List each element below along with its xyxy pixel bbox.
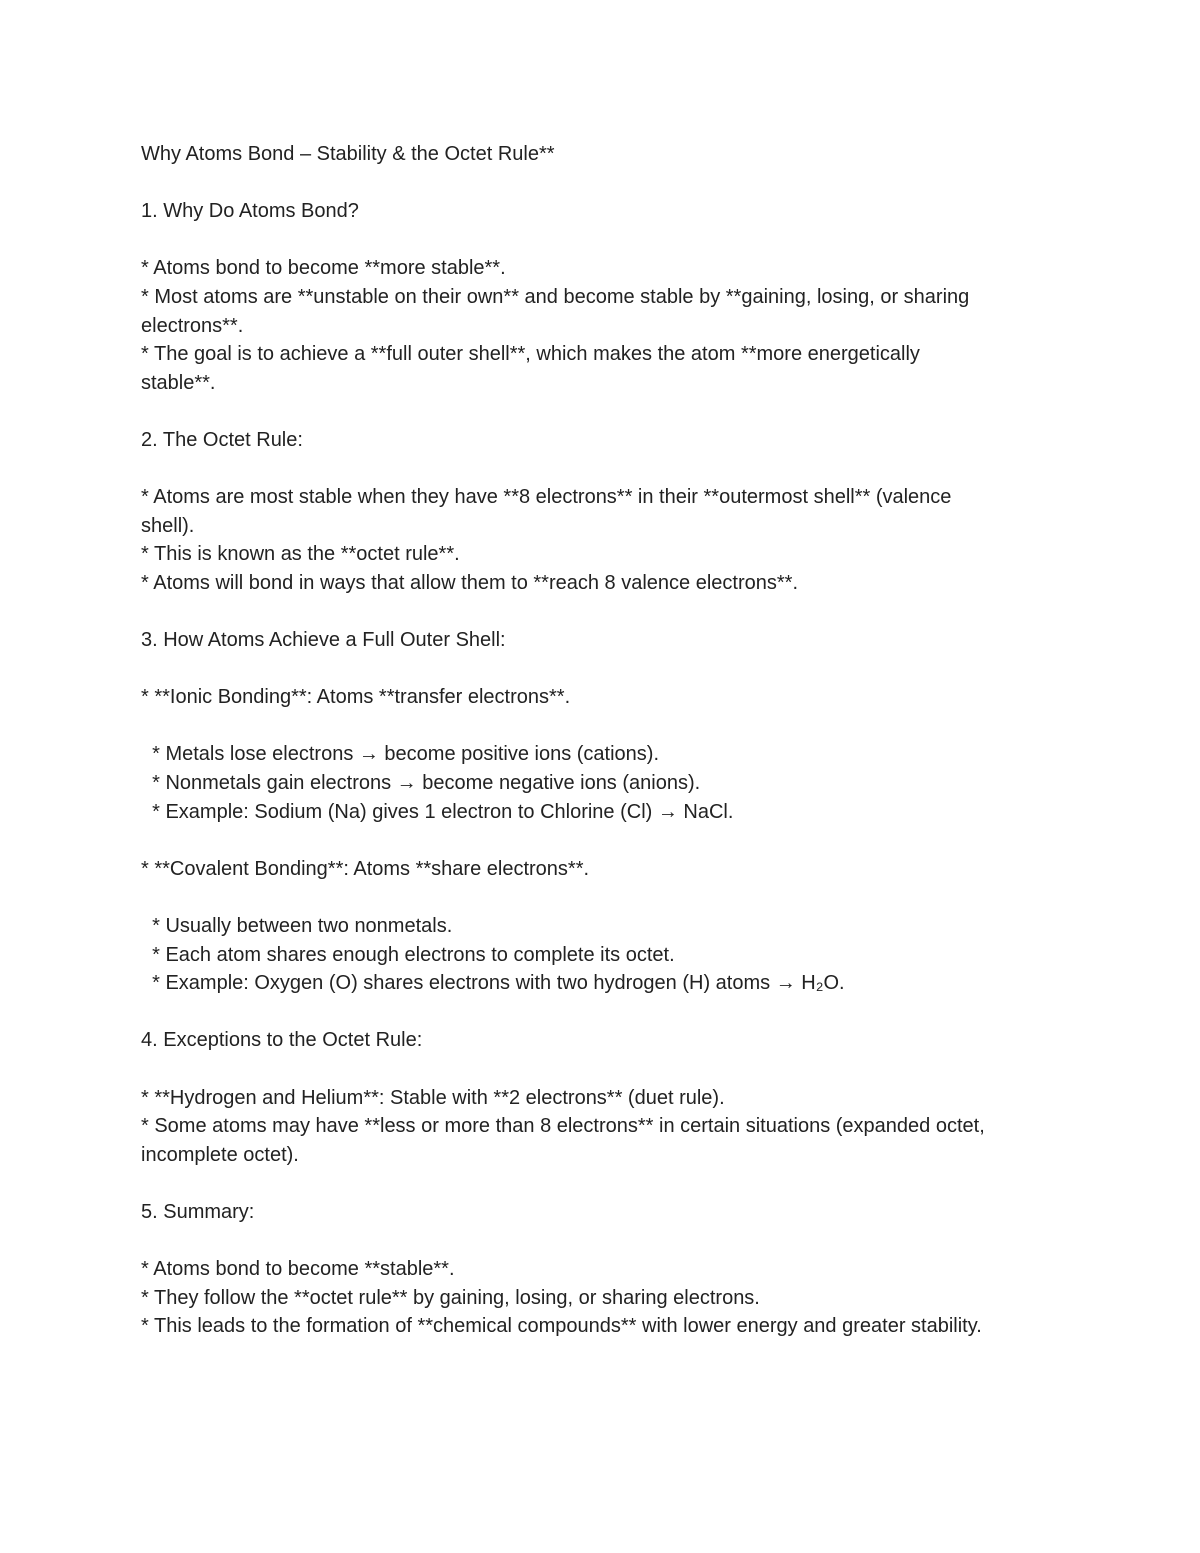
section-4-heading: 4. Exceptions to the Octet Rule: <box>141 1029 423 1052</box>
section-4-item: incomplete octet). <box>141 1143 299 1166</box>
spacer <box>141 826 1071 855</box>
section-1-item: electrons**. <box>141 314 244 337</box>
spacer <box>141 1169 1071 1198</box>
spacer <box>141 226 1071 255</box>
section-1-heading: 1. Why Do Atoms Bond? <box>141 200 359 223</box>
section-4-item: * Some atoms may have **less or more than 8 electrons** in certain situations (expanded octet, <box>141 1115 985 1138</box>
spacer <box>141 712 1071 741</box>
spacer <box>141 598 1071 627</box>
spacer <box>141 397 1071 426</box>
section-1-item: * Most atoms are **unstable on their own** and become stable by **gaining, losing, or sharing <box>141 285 970 308</box>
section-2-item: * Atoms are most stable when they have **8 electrons** in their **outermost shell** (valence <box>141 486 952 509</box>
section-2-item: * Atoms will bond in ways that allow them to **reach 8 valence electrons**. <box>141 571 799 594</box>
spacer <box>141 1227 1071 1256</box>
spacer <box>141 1055 1071 1084</box>
covalent-bonding-item: * Each atom shares enough electrons to complete its octet. <box>141 943 675 966</box>
section-1-item: * The goal is to achieve a **full outer shell**, which makes the atom **more energetically <box>141 343 920 366</box>
section-1-item: * Atoms bond to become **more stable**. <box>141 257 506 280</box>
document-body <box>141 140 1071 1341</box>
section-5-item: * This leads to the formation of **chemical compounds** with lower energy and greater stability. <box>141 1315 982 1338</box>
section-5-item: * They follow the **octet rule** by gaining, losing, or sharing electrons. <box>141 1286 760 1309</box>
spacer <box>141 455 1071 484</box>
section-3-heading: 3. How Atoms Achieve a Full Outer Shell: <box>141 629 506 652</box>
covalent-bonding-label: * **Covalent Bonding**: Atoms **share electrons**. <box>141 857 590 880</box>
spacer <box>141 998 1071 1027</box>
ionic-bonding-item: * Metals lose electrons → become positive ions (cations). <box>141 743 659 766</box>
section-5-heading: 5. Summary: <box>141 1200 255 1223</box>
covalent-bonding-item: * Example: Oxygen (O) shares electrons with two hydrogen (H) atoms → H₂O. <box>141 972 845 995</box>
section-2-item: shell). <box>141 514 195 537</box>
ionic-bonding-item: * Example: Sodium (Na) gives 1 electron to Chlorine (Cl) → NaCl. <box>141 800 734 823</box>
spacer <box>141 655 1071 684</box>
spacer <box>141 883 1071 912</box>
ionic-bonding-item: * Nonmetals gain electrons → become negative ions (anions). <box>141 772 701 795</box>
section-2-item: * This is known as the **octet rule**. <box>141 543 460 566</box>
ionic-bonding-label: * **Ionic Bonding**: Atoms **transfer electrons**. <box>141 686 571 709</box>
covalent-bonding-item: * Usually between two nonmetals. <box>141 915 453 938</box>
document-title: Why Atoms Bond – Stability & the Octet Rule** <box>141 143 555 165</box>
section-1-item: stable**. <box>141 371 216 394</box>
section-2-heading: 2. The Octet Rule: <box>141 428 303 451</box>
spacer <box>141 169 1071 198</box>
section-4-item: * **Hydrogen and Helium**: Stable with **2 electrons** (duet rule). <box>141 1086 725 1109</box>
section-5-item: * Atoms bond to become **stable**. <box>141 1258 455 1281</box>
